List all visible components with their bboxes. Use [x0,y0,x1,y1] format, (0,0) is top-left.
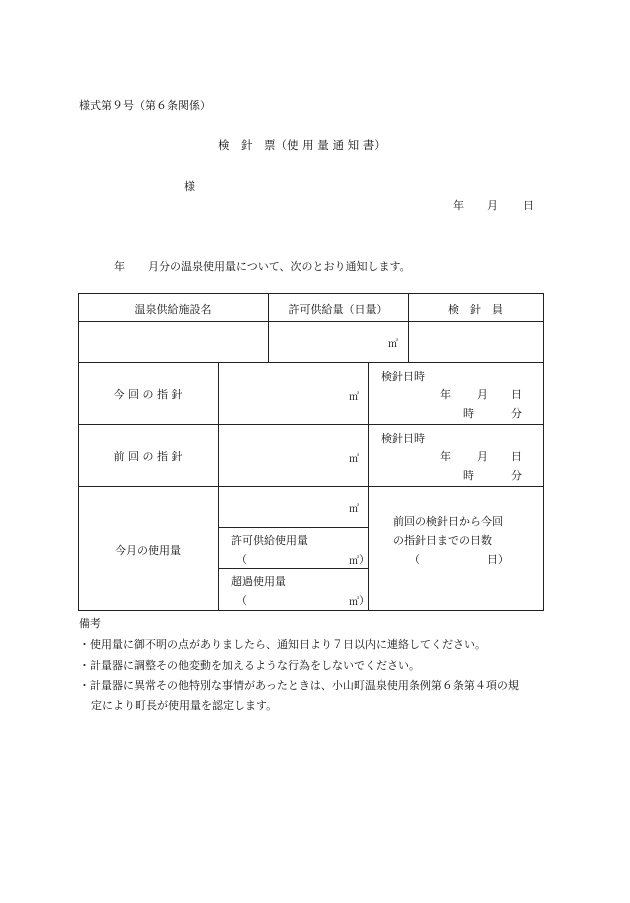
minute-label: 分 [511,469,522,482]
header-facility: 温泉供給施設名 [134,303,212,316]
monthly-usage-label: 今月の使用量 [115,544,181,557]
unit-m3: ㎥ [388,339,398,350]
recipient-suffix: 様 [184,180,195,193]
paren-open: （ [236,594,247,607]
note-item: 定により町長が使用量を認定します。 [91,699,278,712]
day-label: 日 [511,450,522,463]
year-label: 年 [440,450,451,463]
hour-label: 時 [463,407,474,420]
minute-label: 分 [511,407,522,420]
paren-close: ） [359,553,370,566]
unit-m3: ㎥ [349,392,359,403]
month-label: 月 [477,450,488,463]
header-inspector: 検 針 員 [448,303,503,316]
inspection-datetime-label: 検針日時 [381,370,425,383]
paren-open: （ [236,553,247,566]
days-day-label: 日） [487,553,509,566]
excess-usage-label: 超過使用量 [231,575,286,588]
unit-m3: ㎥ [349,504,359,515]
form-number: 様式第９号（第６条関係） [79,99,211,112]
note-item: ・計量器に調整その他変動を加えるような行為をしないでください。 [79,659,420,672]
hour-label: 時 [463,469,474,482]
unit-m3: ㎥ [349,597,359,608]
unit-m3: ㎥ [349,556,359,567]
notes-heading: 備考 [79,617,101,630]
year-label: 年 [440,388,451,401]
paren-close: ） [359,594,370,607]
unit-m3: ㎥ [349,454,359,465]
note-item: ・計量器に異常その他特別な事情があったときは、小山町温泉使用条例第６条第４項の規 [79,679,519,692]
permitted-usage-label: 許可供給使用量 [231,534,308,547]
inspection-datetime-label: 検針日時 [381,432,425,445]
day-label: 日 [511,388,522,401]
header-permitted: 許可供給量（日量） [288,303,388,316]
page-title: 検 針 票（使 用 量 通 知 書） [218,138,386,152]
date-day: 日 [523,199,534,212]
date-month: 月 [487,199,498,212]
intro-sentence: 月分の温泉使用量について、次のとおり通知します。 [148,260,411,273]
note-item: ・使用量に御不明の点がありましたら、通知日より７日以内に連絡してください。 [79,638,486,651]
date-year: 年 [453,199,464,212]
month-label: 月 [477,388,488,401]
paren-open: （ [409,553,420,566]
previous-reading-label: 前 回 の 指 針 [113,450,183,463]
current-reading-label: 今 回 の 指 針 [113,388,183,401]
days-since-text-1: 前回の検針日から今回 [393,515,503,528]
intro-year: 年 [114,260,125,273]
days-since-text-2: の指針日までの日数 [393,534,492,547]
